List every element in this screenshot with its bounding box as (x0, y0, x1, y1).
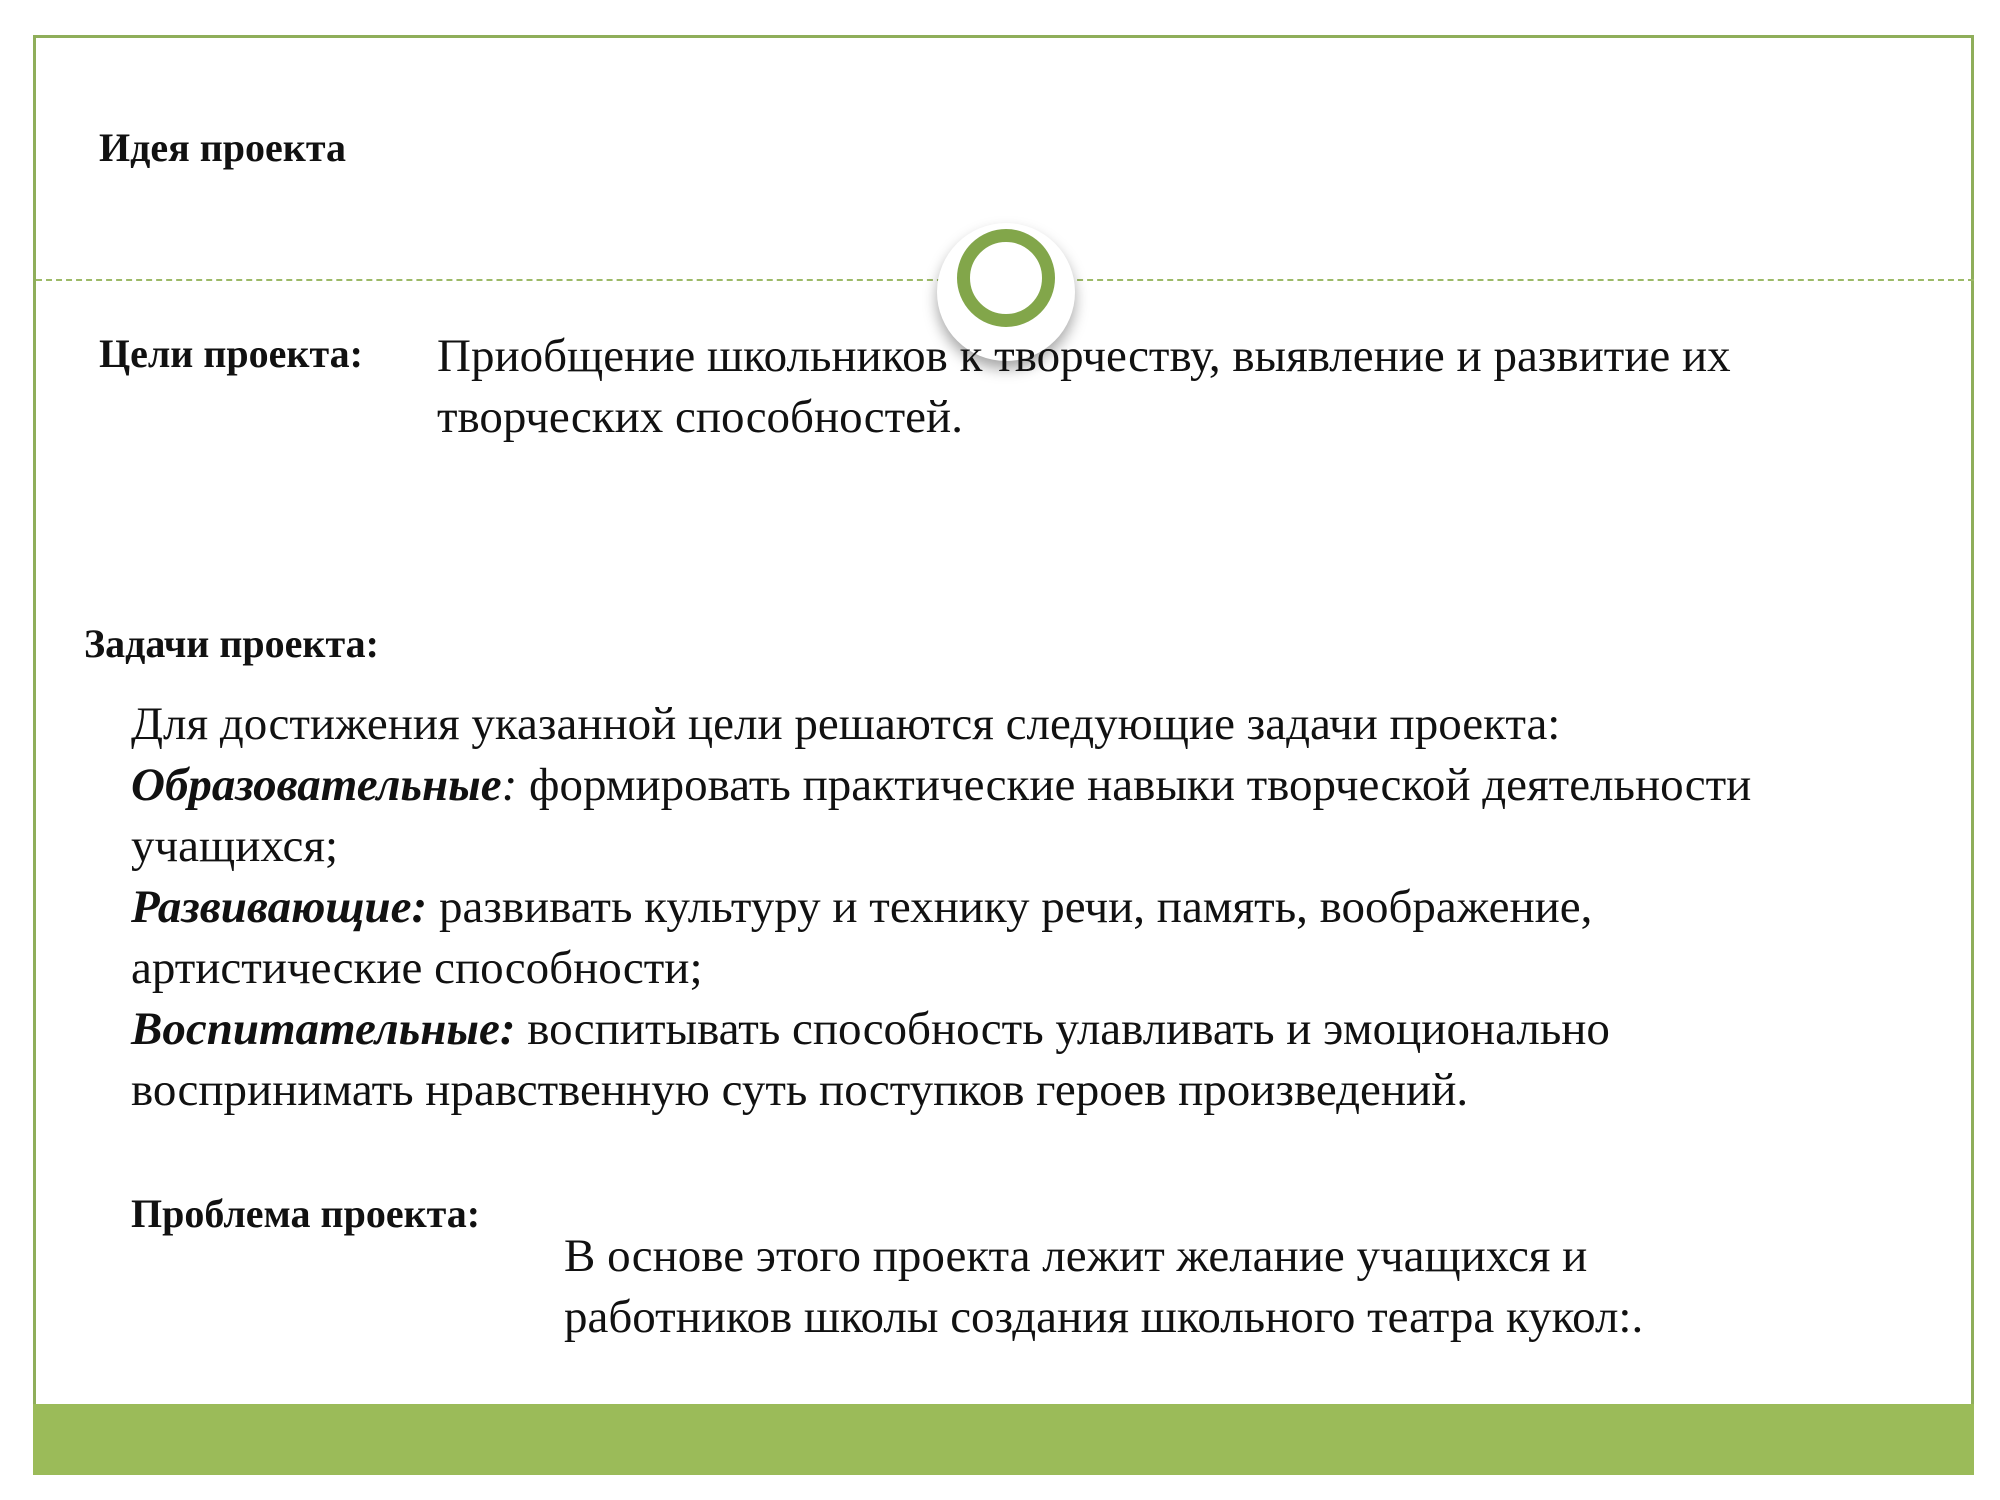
problem-text (564, 1226, 1643, 1348)
task-upbringing-term: Воспитательные: (131, 1003, 516, 1055)
task-educational (131, 755, 1751, 816)
goals-text (437, 326, 1731, 448)
task-upbringing (131, 999, 1751, 1060)
idea-heading: Идея проекта (99, 125, 346, 170)
task-educational-text: формировать практические навыки творческой деятельности (517, 759, 1752, 811)
task-educational-continuation: учащихся; (131, 820, 339, 872)
task-developing (131, 877, 1751, 938)
problem-line: В основе этого проекта лежит желание учащихся и (564, 1230, 1588, 1282)
goals-heading: Цели проекта: (99, 331, 363, 376)
task-developing-term: Развивающие: (131, 881, 428, 933)
tasks-text (131, 694, 1751, 1121)
problem-line: работников школы создания школьного театра кукол:. (564, 1291, 1644, 1343)
task-upbringing-text: воспитывать способность улавливать и эмоционально (515, 1003, 1610, 1055)
goals-line: Приобщение школьников к творчеству, выявление и развитие их (437, 330, 1731, 382)
circle-ornament-icon (957, 229, 1055, 327)
goals-line: творческих способностей. (437, 391, 963, 443)
task-developing-text: развивать культуру и технику речи, память, воображение, (427, 881, 1593, 933)
task-developing-continuation: артистические способности; (131, 942, 703, 994)
footer-bar (33, 1404, 1974, 1475)
task-educational-term: Образовательные (131, 759, 502, 811)
task-upbringing-continuation: воспринимать нравственную суть поступков героев произведений. (131, 1064, 1469, 1116)
tasks-intro: Для достижения указанной цели решаются следующие задачи проекта: (131, 698, 1561, 750)
tasks-heading: Задачи проекта: (84, 621, 379, 666)
problem-heading: Проблема проекта: (131, 1191, 481, 1236)
task-educational-colon: : (501, 759, 518, 811)
